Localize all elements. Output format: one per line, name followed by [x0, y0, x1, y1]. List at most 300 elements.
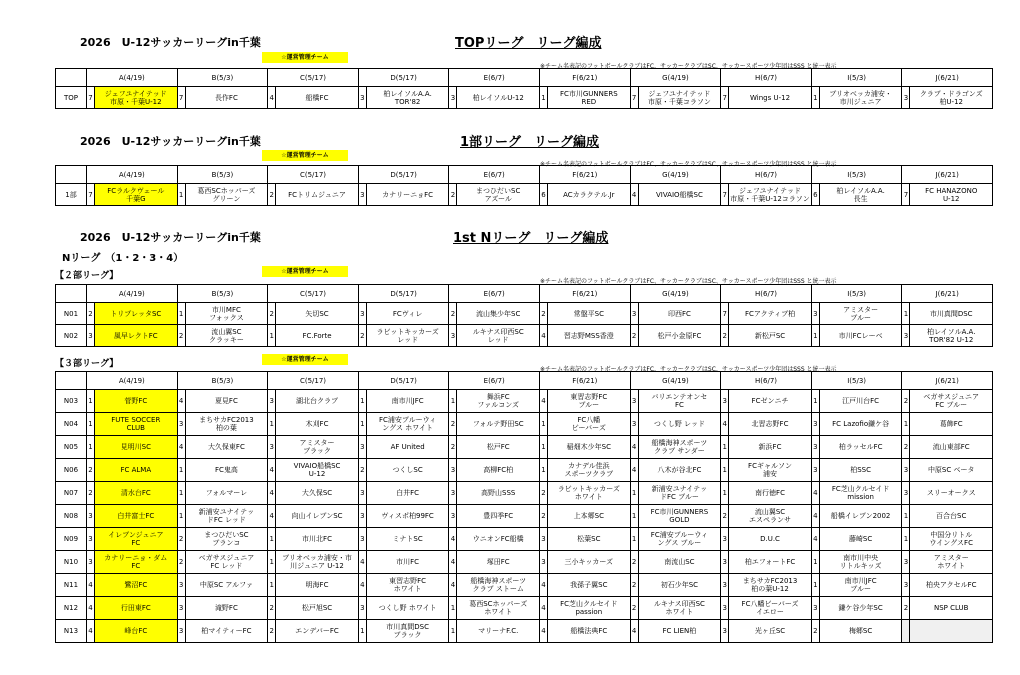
team-name: 流山翼SC クラッキー	[185, 325, 268, 347]
team-count: 3	[358, 482, 366, 505]
team-count: 3	[358, 436, 366, 459]
team-count: 3	[811, 459, 819, 482]
team-name: AF United	[366, 436, 449, 459]
column-header: A(4/19)	[87, 69, 178, 87]
team-name: つくしSC	[366, 459, 449, 482]
team-name: 北習志野FC	[729, 413, 812, 436]
team-count: 2	[449, 436, 457, 459]
row-label: N02	[56, 325, 87, 347]
team-name: 中原SC ベータ	[910, 459, 993, 482]
team-name: 南流山SC	[638, 551, 721, 574]
team-count: 3	[449, 325, 457, 347]
team-name: 上本郷SC	[548, 505, 631, 528]
team-count: 3	[721, 620, 729, 643]
team-name: 湖北台クラブ	[276, 390, 359, 413]
team-count: 1	[177, 459, 185, 482]
team-count: 3	[358, 87, 366, 109]
team-name: 市川真間DSC ブラック	[366, 620, 449, 643]
team-name: 柏エフォートFC	[729, 551, 812, 574]
team-count: 3	[87, 505, 95, 528]
team-name: 百合台SC	[910, 505, 993, 528]
row-label: N13	[56, 620, 87, 643]
row-label: N08	[56, 505, 87, 528]
row-label: N07	[56, 482, 87, 505]
team-count: 2	[540, 303, 548, 325]
team-name: FCゼンニチ	[729, 390, 812, 413]
team-name: 柏央アクセルFC	[910, 574, 993, 597]
team-name: 梅郷SC	[819, 620, 902, 643]
column-header: G(4/19)	[630, 69, 721, 87]
team-name: 船橋法典FC	[548, 620, 631, 643]
table-row	[56, 551, 993, 574]
team-name: ヴィスポ柏99FC	[366, 505, 449, 528]
column-header: F(6/21)	[540, 372, 631, 390]
naming-note: ※チーム名表記のフットボールクラブはFC、サッカークラブはSC、サッカースポーツ少年団はSSS と統一表示	[540, 63, 837, 70]
team-count: 2	[358, 325, 366, 347]
team-count: 1	[449, 390, 457, 413]
team-count: 2	[268, 620, 276, 643]
team-count: 3	[358, 505, 366, 528]
column-header-row	[56, 166, 993, 184]
team-name: 新浜FC	[729, 436, 812, 459]
team-count: 1	[540, 459, 548, 482]
team-name: FC八幡ビーバーズ イエロー	[729, 597, 812, 620]
team-name: 風早レクトFC	[95, 325, 178, 347]
team-name: つくし野 レッド	[638, 413, 721, 436]
team-name: 船橋FC	[276, 87, 359, 109]
team-name: 松葉SC	[548, 528, 631, 551]
team-name: まちサカFC2013 柏の葉	[185, 413, 268, 436]
management-badge: ☆運営管理チーム	[262, 354, 348, 365]
div2-label: 【２部リーグ】	[55, 271, 119, 281]
team-count: 3	[358, 303, 366, 325]
div3-league-table	[55, 371, 993, 643]
table-row	[56, 459, 993, 482]
team-name: 流山翼SC エスペランサ	[729, 505, 812, 528]
column-header: E(6/7)	[449, 69, 540, 87]
team-name: カナリーニョ・ダム FC	[95, 551, 178, 574]
team-count: 3	[87, 551, 95, 574]
team-count: 1	[811, 551, 819, 574]
team-count: 7	[177, 87, 185, 109]
team-name: ラビットキッカーズ ホワイト	[548, 482, 631, 505]
column-header: G(4/19)	[630, 166, 721, 184]
column-header: H(6/7)	[721, 285, 812, 303]
team-count: 1	[630, 505, 638, 528]
team-count: 1	[87, 436, 95, 459]
team-count: 2	[87, 303, 95, 325]
team-count: 1	[87, 390, 95, 413]
team-name: 行田東FC	[95, 597, 178, 620]
team-count: 3	[630, 413, 638, 436]
team-count: 3	[177, 574, 185, 597]
team-name: 柏レイソルU-12	[457, 87, 540, 109]
corner-cell	[56, 372, 87, 390]
team-count: 3	[902, 459, 910, 482]
n-league-heading: 1st Nリーグ リーグ編成	[453, 231, 609, 246]
corner-cell	[56, 285, 87, 303]
naming-note: ※チーム名表記のフットボールクラブはFC、サッカークラブはSC、サッカースポーツ少年団はSSS と統一表示	[540, 161, 837, 168]
table-row	[56, 87, 993, 109]
column-header: F(6/21)	[540, 285, 631, 303]
team-name: FC市川GUNNERS GOLD	[638, 505, 721, 528]
team-count: 3	[721, 551, 729, 574]
div2-league-table	[55, 284, 993, 347]
team-name: FC LIEN柏	[638, 620, 721, 643]
team-count: 2	[449, 413, 457, 436]
team-count: 4	[87, 574, 95, 597]
table-row	[56, 303, 993, 325]
column-header: H(6/7)	[721, 166, 812, 184]
team-name: イレブンジュニア FC	[95, 528, 178, 551]
column-header: C(5/17)	[268, 69, 359, 87]
team-name: 市川真間DSC	[910, 303, 993, 325]
team-count: 3	[449, 87, 457, 109]
team-count: 3	[902, 325, 910, 347]
team-count: 7	[87, 184, 95, 206]
column-header-row	[56, 372, 993, 390]
column-header-row	[56, 69, 993, 87]
team-name: 常盤平SC	[548, 303, 631, 325]
team-name: ミナトSC	[366, 528, 449, 551]
team-name: ブリオベッカ浦安・ 市川ジュニア	[819, 87, 902, 109]
team-name: 江戸川台FC	[819, 390, 902, 413]
row-label: N11	[56, 574, 87, 597]
team-name: 中原SC アルファ	[185, 574, 268, 597]
column-header: H(6/7)	[721, 69, 812, 87]
team-name: 白井FC	[366, 482, 449, 505]
team-name: 木刈FC	[276, 413, 359, 436]
column-header: E(6/7)	[449, 285, 540, 303]
row-label: 1部	[56, 184, 87, 206]
team-count: 4	[630, 184, 638, 206]
team-count: 3	[268, 390, 276, 413]
team-name: VIVAIO船橋SC	[638, 184, 721, 206]
team-name: 豊四季FC	[457, 505, 540, 528]
team-count: 1	[177, 303, 185, 325]
team-count: 4	[449, 574, 457, 597]
team-name: FCラルクヴェール 千葉G	[95, 184, 178, 206]
team-count: 1	[811, 574, 819, 597]
team-count: 4	[268, 505, 276, 528]
team-count: 3	[268, 436, 276, 459]
team-count: 2	[721, 325, 729, 347]
top-league-table	[55, 68, 993, 109]
table-row	[56, 184, 993, 206]
team-name: バリエンテオンセ FC	[638, 390, 721, 413]
team-name: ベガサスジュニア FC レッド	[185, 551, 268, 574]
table-row	[56, 574, 993, 597]
team-name: フォルテ野田SC	[457, 413, 540, 436]
team-count: 1	[540, 436, 548, 459]
div3-label: 【３部リーグ】	[55, 359, 119, 369]
team-name: FC Lazofio鎌ケ谷	[819, 413, 902, 436]
team-count: 4	[540, 574, 548, 597]
team-count: 7	[902, 184, 910, 206]
team-name: FC八幡 ビーバーズ	[548, 413, 631, 436]
team-name: 柏SSC	[819, 459, 902, 482]
team-count: 1	[268, 574, 276, 597]
team-count: 2	[630, 597, 638, 620]
team-name: アミスター ブラック	[276, 436, 359, 459]
team-count: 2	[177, 551, 185, 574]
team-name: 流山集少年SC	[457, 303, 540, 325]
column-header: A(4/19)	[87, 166, 178, 184]
row-label: N06	[56, 459, 87, 482]
team-name: 矢切SC	[276, 303, 359, 325]
team-name: FCアクティブ柏	[729, 303, 812, 325]
team-name: ルキナス印西SC レッド	[457, 325, 540, 347]
team-name: 藤崎SC	[819, 528, 902, 551]
team-name: マリーナF.C.	[457, 620, 540, 643]
team-name: 菅野FC	[95, 390, 178, 413]
corner-cell	[56, 166, 87, 184]
team-name: 鷺沼FC	[95, 574, 178, 597]
team-count: 1	[268, 528, 276, 551]
team-count: 3	[721, 574, 729, 597]
column-header: F(6/21)	[540, 166, 631, 184]
team-name: 南行徳FC	[729, 482, 812, 505]
team-name: 夏見FC	[185, 390, 268, 413]
team-count: 3	[721, 528, 729, 551]
team-name: アミスター ホワイト	[910, 551, 993, 574]
team-count: 4	[721, 413, 729, 436]
team-name: VIVAIO船橋SC U-12	[276, 459, 359, 482]
column-header: I(5/3)	[811, 69, 902, 87]
team-name: FCギャルソン 浦安	[729, 459, 812, 482]
team-name: 船橋海神スポーツ クラブ ストーム	[457, 574, 540, 597]
team-count: 1	[811, 87, 819, 109]
team-count: 3	[87, 528, 95, 551]
column-header: D(5/17)	[358, 285, 449, 303]
column-header: C(5/17)	[268, 166, 359, 184]
team-count: 1	[811, 325, 819, 347]
team-name: クラブ・ドラゴンズ 柏U-12	[910, 87, 993, 109]
team-count: 4	[540, 597, 548, 620]
column-header: J(6/21)	[902, 372, 993, 390]
team-count: 3	[902, 551, 910, 574]
team-count: 4	[87, 597, 95, 620]
team-name: ブリオベッカ浦安・市 川ジュニア U-12	[276, 551, 359, 574]
team-count: 2	[630, 551, 638, 574]
league-title: 2026 U-12サッカーリーグin千葉	[80, 135, 261, 148]
team-count: 7	[721, 184, 729, 206]
team-name: 滝野FC	[185, 597, 268, 620]
team-count: 4	[449, 551, 457, 574]
team-count: 6	[540, 184, 548, 206]
column-header: C(5/17)	[268, 372, 359, 390]
column-header: I(5/3)	[811, 285, 902, 303]
team-count: 1	[540, 87, 548, 109]
team-count: 1	[177, 505, 185, 528]
column-header: H(6/7)	[721, 372, 812, 390]
team-count: 3	[177, 597, 185, 620]
team-count: 3	[358, 184, 366, 206]
team-name: 峰台FC	[95, 620, 178, 643]
team-count: 1	[630, 482, 638, 505]
team-name: 市川FC	[366, 551, 449, 574]
team-name: FC浦安ブルーウィ ングス ホワイト	[366, 413, 449, 436]
management-badge: ☆運営管理チーム	[262, 266, 348, 277]
row-label: TOP	[56, 87, 87, 109]
top-league-heading: TOPリーグ リーグ編成	[455, 36, 602, 51]
team-name: FUTE SOCCER CLUB	[95, 413, 178, 436]
team-name: ベガサスジュニア FC ブルー	[910, 390, 993, 413]
team-name: 印西FC	[638, 303, 721, 325]
corner-cell	[56, 69, 87, 87]
table-row	[56, 620, 993, 643]
team-name: FCトリムジュニア	[276, 184, 359, 206]
column-header: F(6/21)	[540, 69, 631, 87]
team-name: ジェフユナイテッド 市原・千葉U-12	[95, 87, 178, 109]
team-count: 3	[449, 482, 457, 505]
team-count: 3	[177, 620, 185, 643]
table-row	[56, 390, 993, 413]
team-name: 高柳FC柏	[457, 459, 540, 482]
table-row	[56, 482, 993, 505]
team-count: 2	[268, 303, 276, 325]
column-header-row	[56, 285, 993, 303]
team-count: 2	[540, 505, 548, 528]
column-header: B(5/3)	[177, 285, 268, 303]
team-name: 葛飾FC	[910, 413, 993, 436]
table-row	[56, 413, 993, 436]
naming-note: ※チーム名表記のフットボールクラブはFC、サッカークラブはSC、サッカースポーツ少年団はSSS と統一表示	[540, 366, 837, 373]
team-count: 1	[177, 184, 185, 206]
management-badge: ☆運営管理チーム	[262, 52, 348, 63]
team-name: FC鬼高	[185, 459, 268, 482]
team-count: 4	[630, 620, 638, 643]
team-count: 2	[630, 574, 638, 597]
league-title: 2026 U-12サッカーリーグin千葉	[80, 36, 261, 49]
team-count: 2	[268, 597, 276, 620]
column-header: I(5/3)	[811, 372, 902, 390]
div1-league-table	[55, 165, 993, 206]
team-count: 4	[811, 505, 819, 528]
team-count: 2	[449, 303, 457, 325]
team-name: 南市川JFC ブルー	[819, 574, 902, 597]
team-name: 新浦安ユナイテッ ドFC レッド	[185, 505, 268, 528]
team-name: まちサカFC2013 柏の葉U-12	[729, 574, 812, 597]
team-name: 新浦安ユナイテッ ドFC ブルー	[638, 482, 721, 505]
column-header: A(4/19)	[87, 285, 178, 303]
team-name: 舞浜FC ファルコンズ	[457, 390, 540, 413]
column-header: E(6/7)	[449, 166, 540, 184]
team-count: 3	[811, 436, 819, 459]
team-count: 4	[811, 528, 819, 551]
team-name: 市川FCレーベ	[819, 325, 902, 347]
team-count: 2	[177, 325, 185, 347]
team-count: 3	[721, 390, 729, 413]
team-count: 1	[449, 597, 457, 620]
league-title: 2026 U-12サッカーリーグin千葉	[80, 231, 261, 244]
team-count: 1	[902, 413, 910, 436]
team-name: スリーオークス	[910, 482, 993, 505]
team-name: 南市川中央 リトルキッズ	[819, 551, 902, 574]
team-count: 1	[268, 325, 276, 347]
n-league-subtitle: Nリーグ （1・2・3・4）	[62, 253, 184, 264]
team-count: 3	[358, 597, 366, 620]
team-count: 1	[540, 413, 548, 436]
team-count: 1	[630, 528, 638, 551]
team-count: 4	[630, 459, 638, 482]
team-count	[902, 620, 910, 643]
team-count: 2	[902, 436, 910, 459]
table-row	[56, 325, 993, 347]
team-count: 1	[268, 551, 276, 574]
team-name: 八木が谷北FC	[638, 459, 721, 482]
team-count: 3	[902, 87, 910, 109]
team-name: 向山イレブンSC	[276, 505, 359, 528]
team-name: 船橋海神スポーツ クラブ サンダー	[638, 436, 721, 459]
team-name: FC ALMA	[95, 459, 178, 482]
team-name: 東習志野FC ブルー	[548, 390, 631, 413]
team-name: D.U.C	[729, 528, 812, 551]
team-name: 習志野MSS香澄	[548, 325, 631, 347]
team-count: 1	[721, 436, 729, 459]
team-count: 1	[811, 390, 819, 413]
team-name: 松戸小金原FC	[638, 325, 721, 347]
team-count: 2	[721, 505, 729, 528]
team-count: 1	[177, 482, 185, 505]
team-name: 葛西SCホッパーズ グリーン	[185, 184, 268, 206]
team-name: FC.Forte	[276, 325, 359, 347]
row-label: N09	[56, 528, 87, 551]
table-row	[56, 528, 993, 551]
team-name: エンデバーFC	[276, 620, 359, 643]
team-name: FC市川GUNNERS RED	[548, 87, 631, 109]
team-count: 2	[630, 325, 638, 347]
team-name: 初石少年SC	[638, 574, 721, 597]
team-count: 2	[177, 528, 185, 551]
team-name: FCヴィレ	[366, 303, 449, 325]
row-label: N12	[56, 597, 87, 620]
team-count: 2	[358, 459, 366, 482]
management-badge: ☆運営管理チーム	[262, 150, 348, 161]
team-name: 清水台FC	[95, 482, 178, 505]
team-count: 7	[721, 87, 729, 109]
team-count: 3	[449, 459, 457, 482]
team-count: 4	[540, 325, 548, 347]
team-count: 3	[540, 551, 548, 574]
team-name: 光ヶ丘SC	[729, 620, 812, 643]
team-name: FC芝山クルセイド mission	[819, 482, 902, 505]
team-name: 市川MFC フォックス	[185, 303, 268, 325]
team-name: アミスター ブルー	[819, 303, 902, 325]
team-count: 3	[721, 597, 729, 620]
team-name: ACカラクテル.Jr	[548, 184, 631, 206]
team-name: 三小キッカーズ	[548, 551, 631, 574]
team-count: 4	[177, 436, 185, 459]
team-count: 4	[177, 390, 185, 413]
team-name: 白井富士FC	[95, 505, 178, 528]
team-name: 船橋イレブン2002	[819, 505, 902, 528]
team-name: 松戸旭SC	[276, 597, 359, 620]
table-row	[56, 436, 993, 459]
team-count: 3	[630, 390, 638, 413]
team-count: 3	[902, 482, 910, 505]
team-name: 塚田FC	[457, 551, 540, 574]
column-header: D(5/17)	[358, 166, 449, 184]
table-row	[56, 597, 993, 620]
row-label: N05	[56, 436, 87, 459]
column-header: J(6/21)	[902, 166, 993, 184]
column-header: A(4/19)	[87, 372, 178, 390]
column-header: J(6/21)	[902, 285, 993, 303]
team-count: 3	[87, 325, 95, 347]
team-name: ウニオンFC船橋	[457, 528, 540, 551]
team-name: 見明川SC	[95, 436, 178, 459]
